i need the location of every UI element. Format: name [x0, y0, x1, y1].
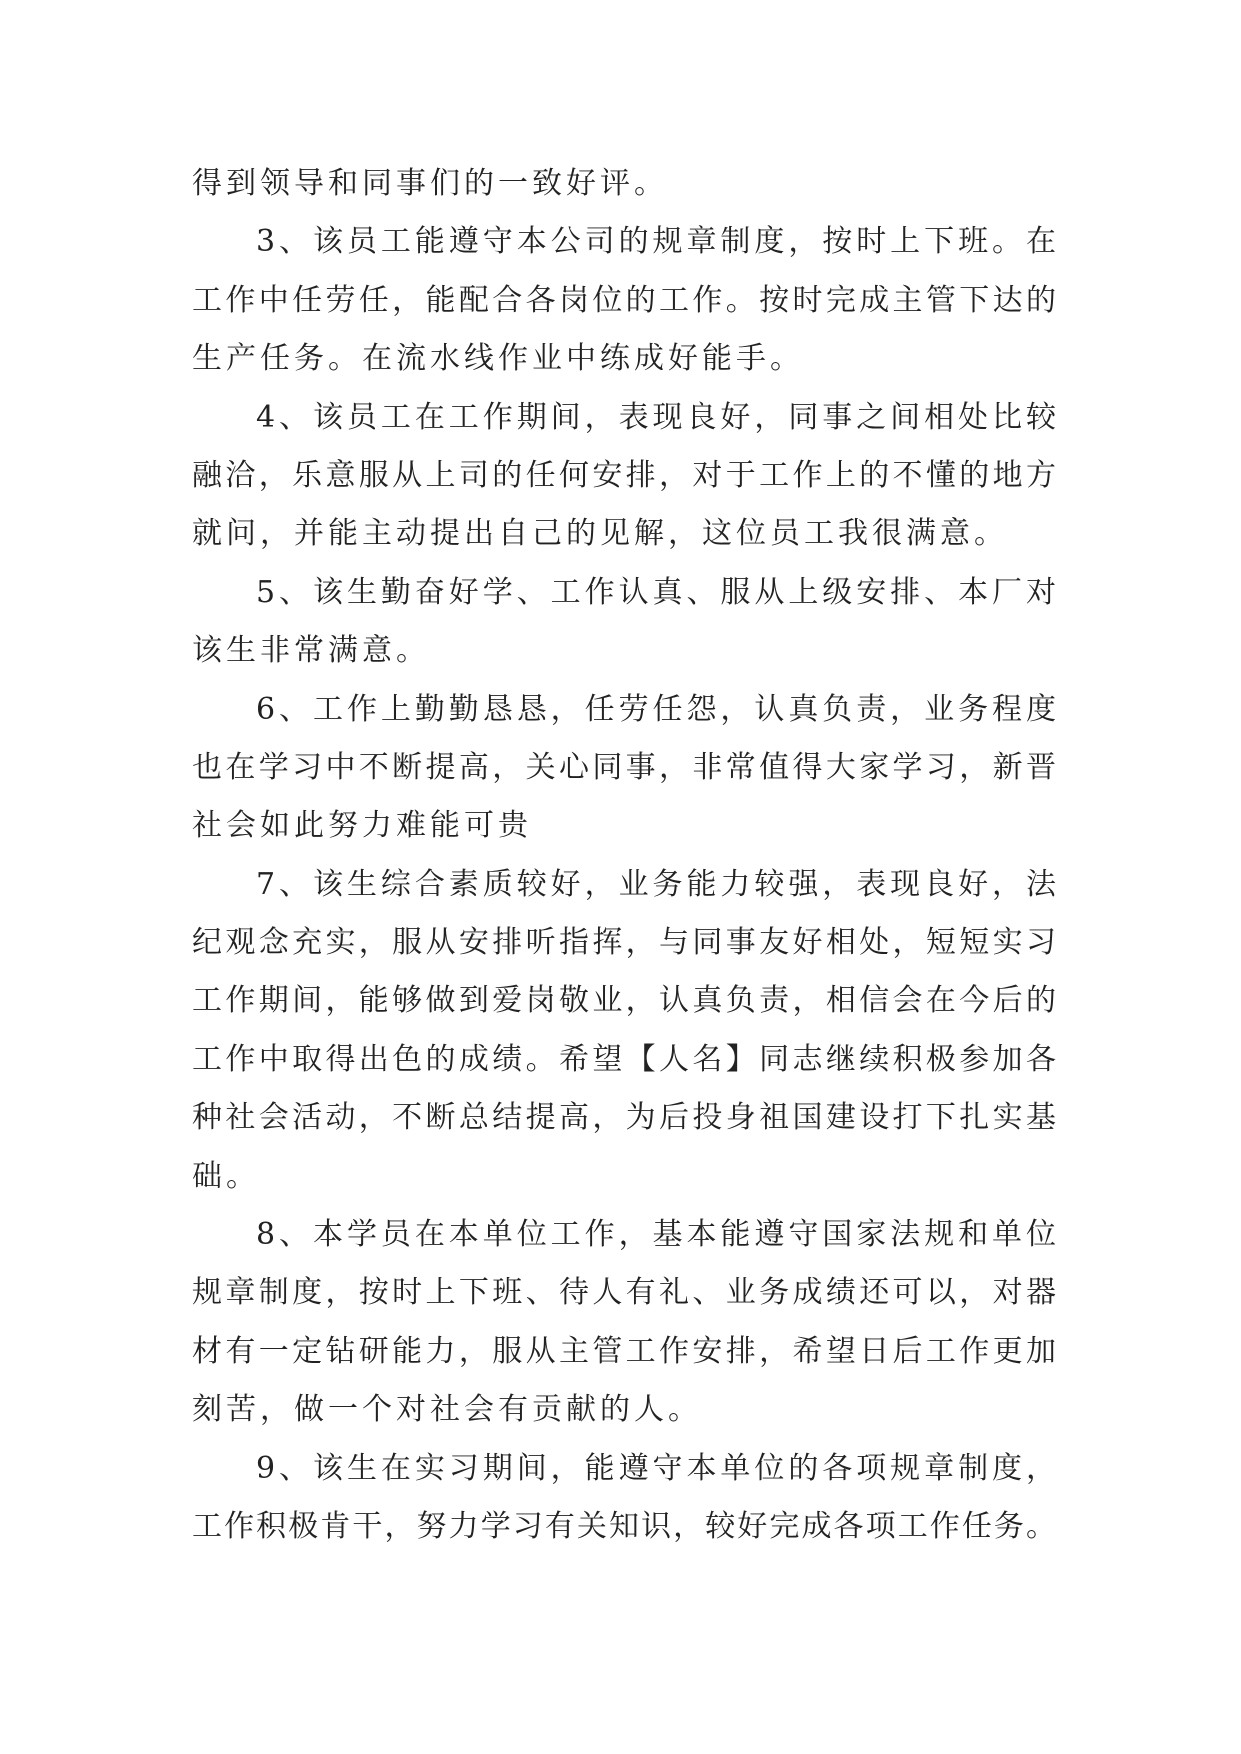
text-line: 7、该生综合素质较好，业务能力较强，表现良好，法: [256, 866, 1056, 902]
text-line: 融洽，乐意服从上司的任何安排，对于工作上的不懂的地方: [192, 457, 1056, 493]
text-line: 种社会活动，不断总结提高，为后投身祖国建设打下扎实基: [192, 1100, 1056, 1136]
paragraph-item-5: [192, 564, 1056, 681]
text-line: 4、该员工在工作期间，表现良好，同事之间相处比较: [256, 399, 1056, 435]
paragraph-item-3: [192, 213, 1056, 388]
paragraph-continuation: [192, 155, 1056, 213]
text-line: 生产任务。在流水线作业中练成好能手。: [192, 341, 804, 377]
text-line: 就问，并能主动提出自己的见解，这位员工我很满意。: [192, 516, 1008, 552]
text-line: 工作积极肯干，努力学习有关知识，较好完成各项工作任务。: [192, 1508, 1056, 1544]
text-line: 6、工作上勤勤恳恳，任劳任怨，认真负责，业务程度: [256, 691, 1056, 727]
text-line: 也在学习中不断提高，关心同事，非常值得大家学习，新晋: [192, 749, 1056, 785]
text-line: 规章制度，按时上下班、待人有礼、业务成绩还可以，对器: [192, 1275, 1056, 1311]
text-line: 8、本学员在本单位工作，基本能遵守国家法规和单位: [256, 1217, 1056, 1253]
text-line: 9、该生在实习期间，能遵守本单位的各项规章制度，: [256, 1450, 1056, 1486]
paragraph-item-7: [192, 856, 1056, 1206]
text-line: 材有一定钻研能力，服从主管工作安排，希望日后工作更加: [192, 1333, 1056, 1369]
document-body: [192, 155, 1056, 1556]
paragraph-item-8: [192, 1206, 1056, 1440]
paragraph-item-6: [192, 681, 1056, 856]
text-line: 工作中取得出色的成绩。希望【人名】同志继续积极参加各: [192, 1041, 1056, 1077]
text-line: 得到领导和同事们的一致好评。: [192, 166, 668, 201]
text-line: 社会如此努力难能可贵: [192, 808, 532, 844]
text-line: 刻苦，做一个对社会有贡献的人。: [192, 1392, 702, 1428]
text-line: 5、该生勤奋好学、工作认真、服从上级安排、本厂对: [256, 574, 1056, 610]
text-line: 纪观念充实，服从安排听指挥，与同事友好相处，短短实习: [192, 925, 1056, 961]
text-line: 工作中任劳任，能配合各岗位的工作。按时完成主管下达的: [192, 282, 1056, 318]
text-line: 工作期间，能够做到爱岗敬业，认真负责，相信会在今后的: [192, 983, 1056, 1019]
text-line: 3、该员工能遵守本公司的规章制度，按时上下班。在: [256, 224, 1056, 260]
text-line: 础。: [192, 1158, 260, 1194]
text-line: 该生非常满意。: [192, 633, 430, 669]
paragraph-item-9: [192, 1440, 1056, 1557]
paragraph-item-4: [192, 389, 1056, 564]
